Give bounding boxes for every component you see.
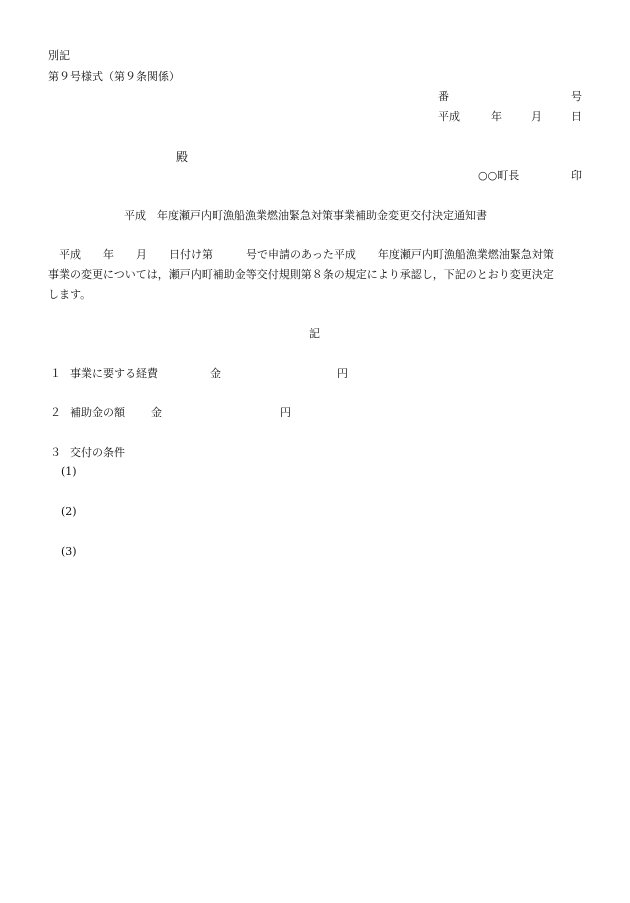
item2-suffix: 円 <box>280 406 291 419</box>
item1-label: 事業に要する経費 <box>70 367 158 380</box>
number-suffix: 号 <box>571 90 582 103</box>
condition-1: (1) <box>61 465 77 478</box>
appendix-label: 別記 <box>48 49 70 62</box>
addressee-honorific: 殿 <box>176 150 189 164</box>
ki-label: 記 <box>309 327 320 340</box>
date-year-unit: 年 <box>491 110 502 123</box>
sender-seal: 印 <box>571 169 582 182</box>
item1-number: １ <box>50 367 61 380</box>
item1-prefix: 金 <box>210 367 221 380</box>
body-line-3: します。 <box>48 288 92 301</box>
condition-2: (2) <box>61 505 77 518</box>
document-title: 平成 年度瀬戸内町漁船漁業燃油緊急対策事業補助金変更交付決定通知書 <box>124 209 487 222</box>
date-era: 平成 <box>438 110 460 123</box>
item2-prefix: 金 <box>151 406 162 419</box>
item3-label: 交付の条件 <box>70 446 125 459</box>
item3-number: ３ <box>50 446 61 459</box>
condition-3: (3) <box>61 545 77 558</box>
sender-name: ○○町長 <box>478 169 520 182</box>
item2-number: ２ <box>50 406 61 419</box>
item1-suffix: 円 <box>337 367 348 380</box>
body-line-1: 平成 年 月 日付け第 号で申請のあった平成 年度瀬戸内町漁船漁業燃油緊急対策 <box>48 248 554 261</box>
item2-label: 補助金の額 <box>70 406 125 419</box>
date-month-unit: 月 <box>531 110 542 123</box>
body-line-2: 事業の変更については，瀬戸内町補助金等交付規則第８条の規定により承認し，下記のとおり変更決定 <box>48 268 554 281</box>
form-number: 第９号様式（第９条関係） <box>48 70 180 83</box>
number-prefix: 番 <box>438 90 449 103</box>
date-day-unit: 日 <box>571 110 582 123</box>
